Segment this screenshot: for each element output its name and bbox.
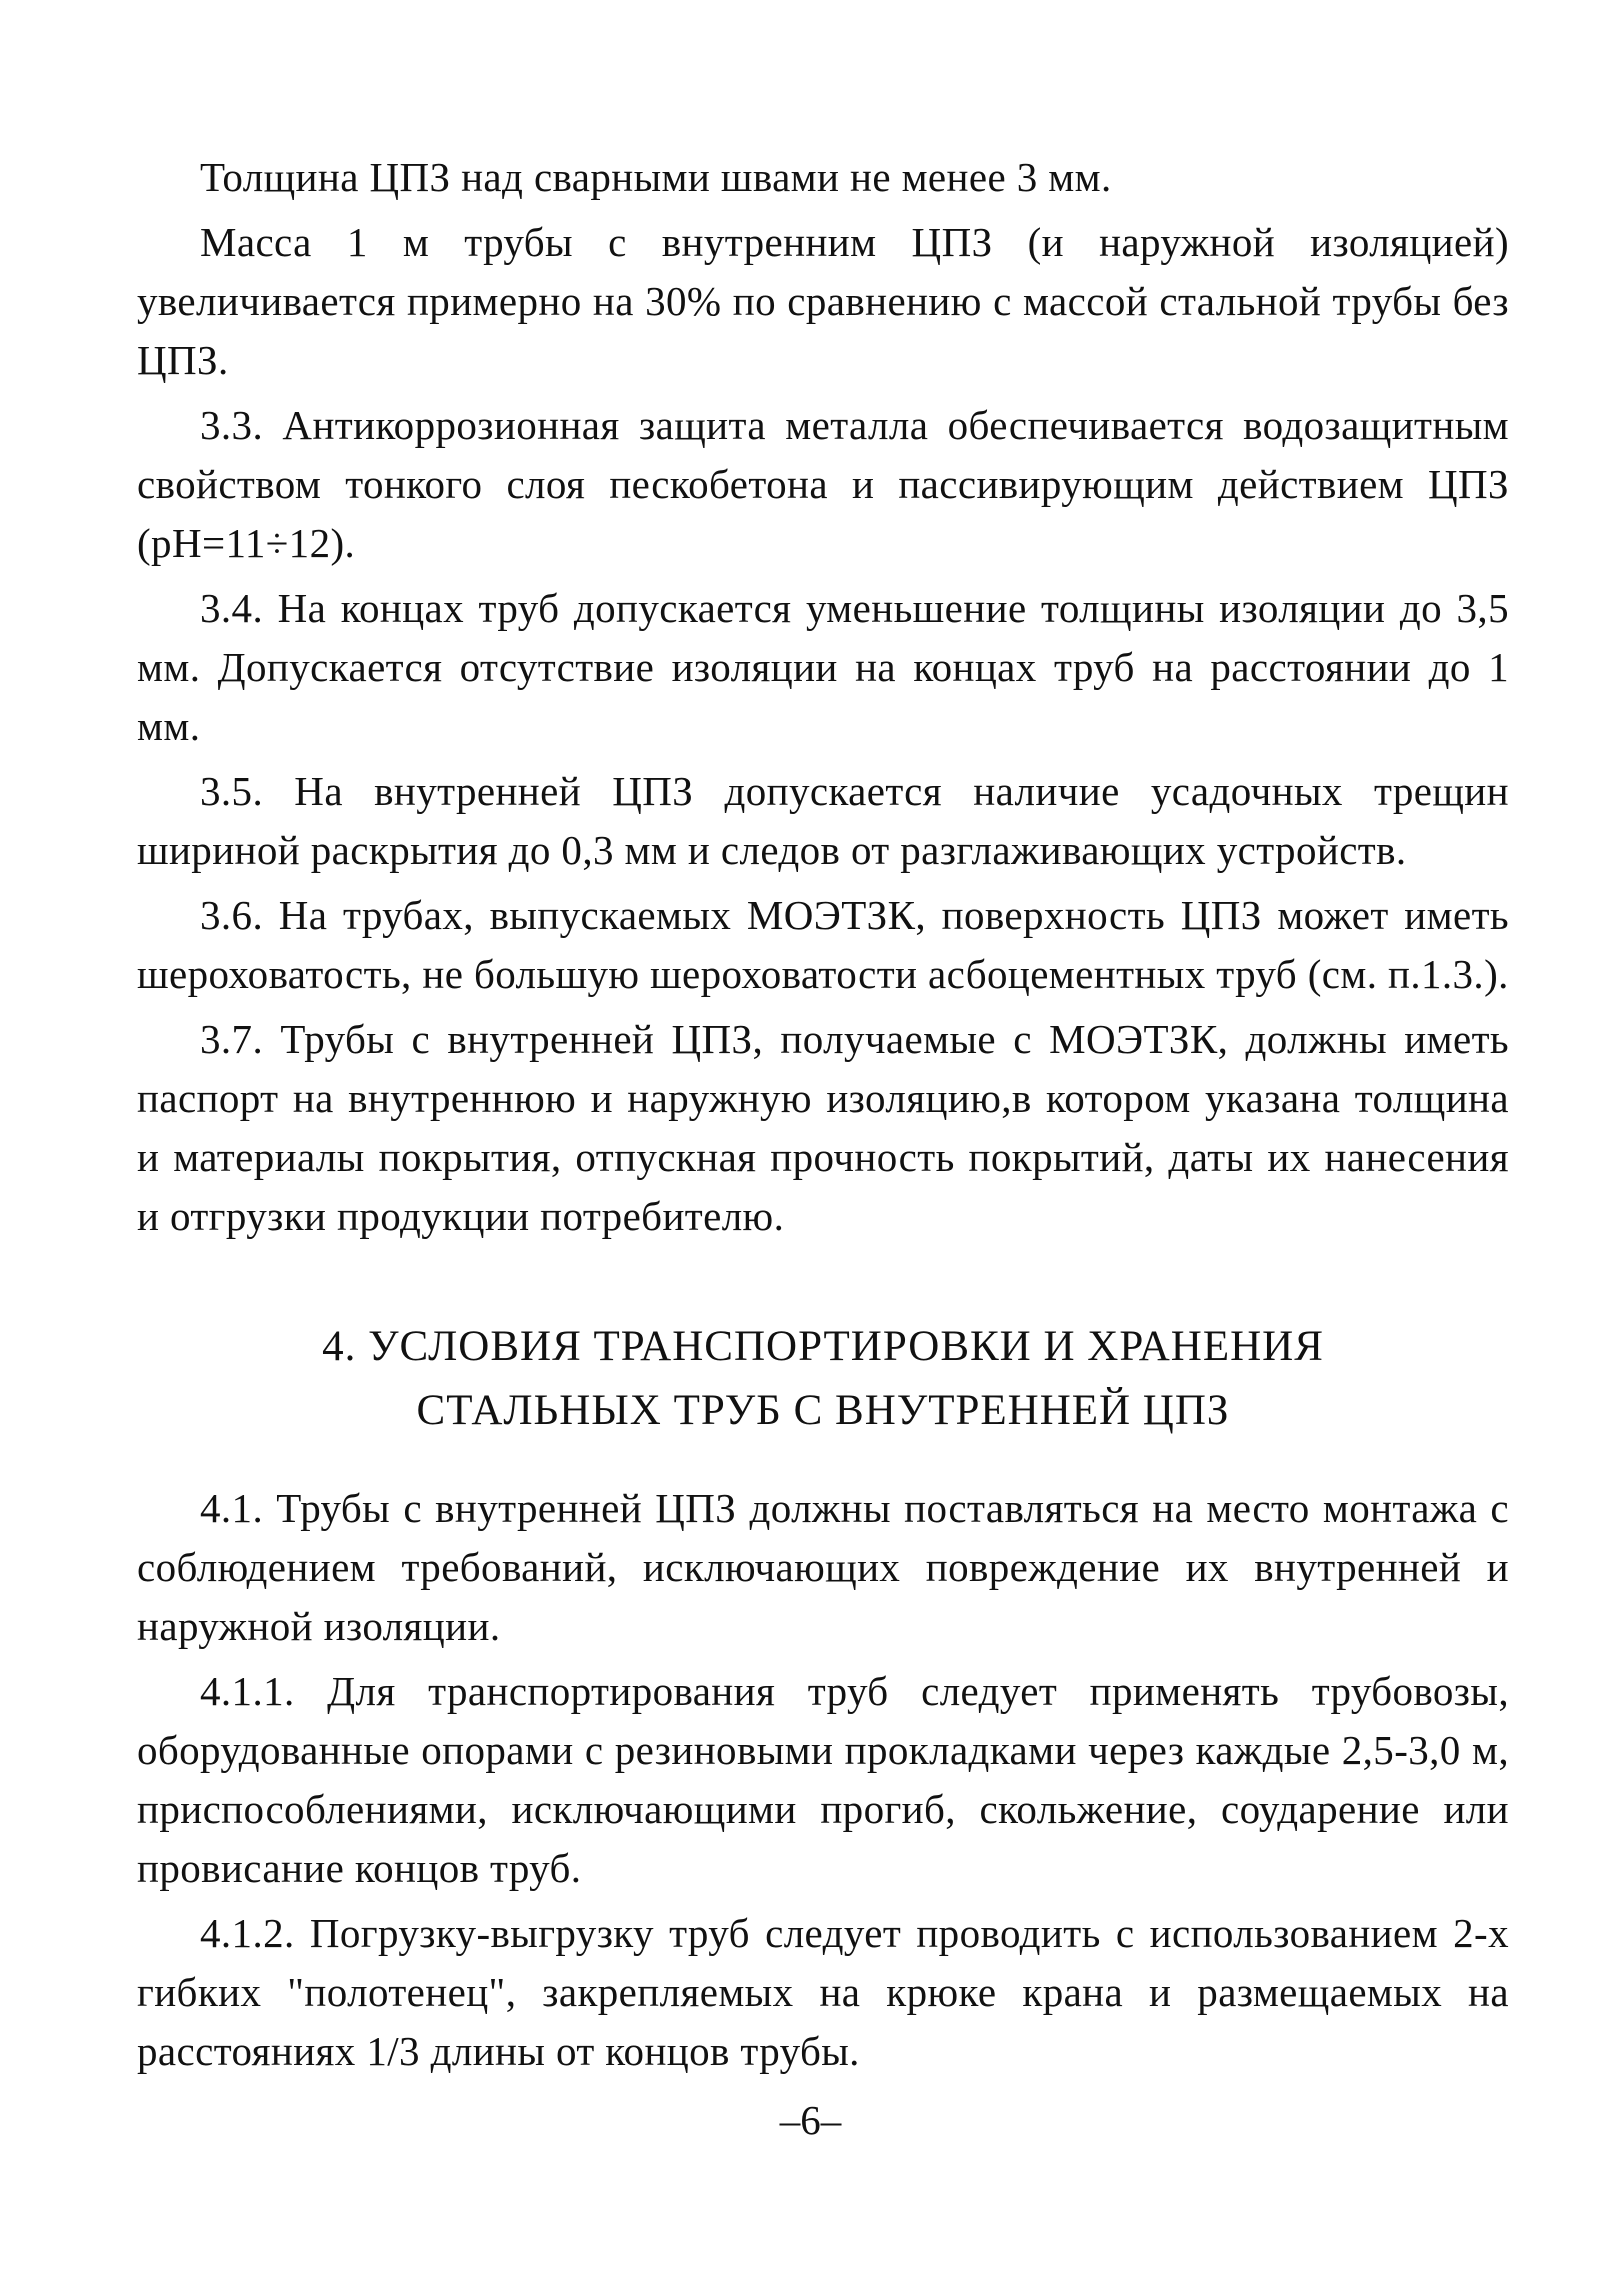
paragraph-3-4: 3.4. На концах труб допускается уменьшение толщины изоляции до 3,5 мм. Допускается отсутствие изоляции на концах труб на расстоянии до 1 мм. [137, 585, 1509, 749]
paragraph-pipe-mass: Масса 1 м трубы с внутренним ЦПЗ (и наружной изоляцией) увеличивается примерно на 30% по сравнению с массой стальной трубы без ЦПЗ. [137, 219, 1509, 383]
section-4-heading-line-1: 4. УСЛОВИЯ ТРАНСПОРТИРОВКИ И ХРАНЕНИЯ [322, 1323, 1324, 1370]
paragraph-3-6: 3.6. На трубах, выпускаемых МОЭТЗК, поверхность ЦПЗ может иметь шероховатость, не большую шероховатости асбоцементных труб (см. п.1.3.). [137, 892, 1509, 997]
paragraph-3-7: 3.7. Трубы с внутренней ЦПЗ, получаемые с МОЭТЗК, должны иметь паспорт на внутреннюю и наружную изоляцию,в котором указана толщина и материалы покрытия, отпускная прочность покрытий, даты их нанесения и отгрузки продукции потребителю. [137, 1016, 1509, 1239]
section-4-heading-line-2: СТАЛЬНЫХ ТРУБ С ВНУТРЕННЕЙ ЦПЗ [416, 1387, 1230, 1434]
page-number: –6– [779, 2097, 842, 2143]
paragraph-weld-thickness: Толщина ЦПЗ над сварными швами не менее 3 мм. [200, 154, 1112, 200]
section-3-text [137, 148, 1509, 1246]
paragraph-4-1-2: 4.1.2. Погрузку-выгрузку труб следует проводить с использованием 2-х гибких "полотенец", закрепляемых на крюке крана и размещаемых на расстояниях 1/3 длины от концов трубы. [137, 1910, 1509, 2074]
paragraph-3-5: 3.5. На внутренней ЦПЗ допускается наличие усадочных трещин шириной раскрытия до 0,3 мм и следов от разглаживающих устройств. [137, 768, 1509, 873]
section-4-heading [137, 1315, 1509, 1443]
paragraph-4-1-1: 4.1.1. Для транспортирования труб следует применять трубовозы, оборудованные опорами с резиновыми прокладками через каждые 2,5-3,0 м, приспособлениями, исключающими прогиб, скольжение, соударение или провисание концов труб. [137, 1668, 1509, 1891]
paragraph-4-1: 4.1. Трубы с внутренней ЦПЗ должны поставляться на место монтажа с соблюдением требований, исключающих повреждение их внутренней и наружной изоляции. [137, 1485, 1509, 1649]
paragraph-3-3: 3.3. Антикоррозионная защита металла обеспечивается водозащитным свойством тонкого слоя пескобетона и пассивирующим действием ЦПЗ (рН=11÷12). [137, 402, 1509, 566]
section-4-text [137, 1479, 1509, 2081]
